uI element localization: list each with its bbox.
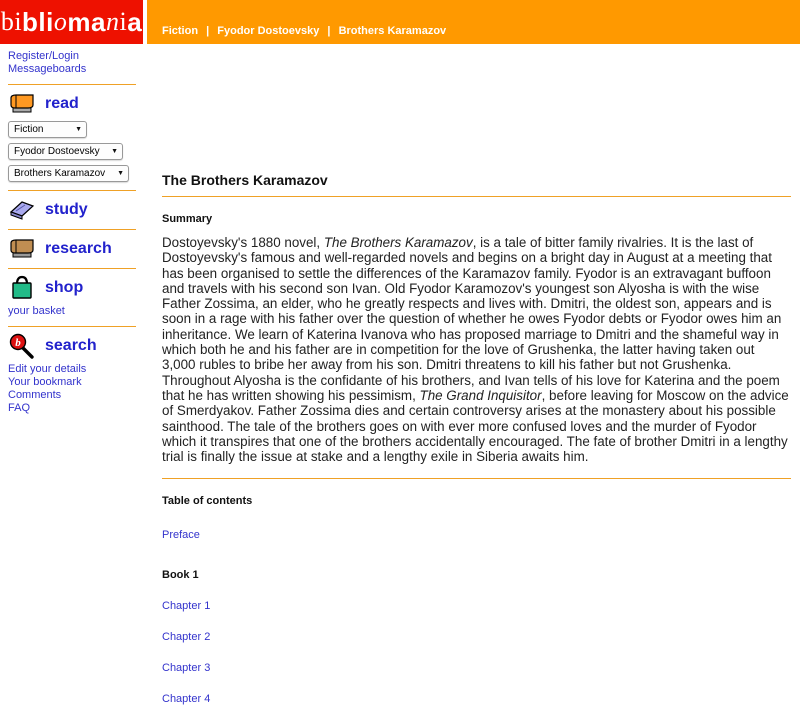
sidebar-section-shop[interactable] <box>8 277 162 299</box>
messageboards-link[interactable]: Messageboards <box>8 63 87 75</box>
main-content <box>162 44 791 705</box>
chapter-1-link[interactable]: Chapter 1 <box>162 600 211 613</box>
table-of-contents-heading: Table of contents <box>162 495 253 508</box>
search-label: search <box>45 337 97 354</box>
research-label: research <box>45 240 112 257</box>
summary-paragraph <box>162 235 791 464</box>
read-label: read <box>45 95 79 112</box>
account-links <box>8 363 162 415</box>
summary-segment-italic: The Grand Inquisitor <box>419 387 542 403</box>
study-label: study <box>45 201 88 218</box>
comments-link[interactable]: Comments <box>8 389 62 401</box>
sidebar-divider <box>8 84 136 85</box>
chapter-3-link[interactable]: Chapter 3 <box>162 662 211 675</box>
page-title: The Brothers Karamazov <box>162 172 328 188</box>
breadcrumb-separator: | <box>327 25 331 37</box>
title-dropdown-value: Brothers Karamazov <box>14 168 106 179</box>
your-basket-link[interactable]: your basket <box>8 305 65 317</box>
author-dropdown[interactable] <box>8 143 123 160</box>
logo-text-part: ma <box>67 7 106 37</box>
summary-segment: , before leaving for Moscow on the advice of Smerdyakov. Father Zossima dies and certain controversy arises at the monastery about his possible sainthood. The tale of the brothers goes on with ever more confused loves and the murder of Fyodor which it transpires that one of the brothers accidentally encouraged. The fate of brother Dmitri in a lengthy trial is finally the issue at stake and a lengthy exile in Siberia awaits him. <box>162 387 789 465</box>
content-divider <box>162 196 791 197</box>
shop-label: shop <box>45 279 84 296</box>
chevron-down-icon: ▼ <box>117 170 124 177</box>
breadcrumb-item-book[interactable]: Brothers Karamazov <box>338 25 447 37</box>
logo-text-part: bi <box>0 7 23 36</box>
chevron-down-icon: ▼ <box>75 126 82 133</box>
header <box>0 0 800 44</box>
summary-segment: Dostoyevsky's 1880 novel, <box>162 235 324 250</box>
edit-your-details-link[interactable]: Edit your details <box>8 363 87 375</box>
breadcrumb <box>162 25 446 37</box>
books-stack-icon <box>8 238 36 260</box>
summary-segment: , is a tale of bitter family rivalries. It is the last of Dostoyevsky's famous and well-regarded novels and begins on a bright day in August at a meeting that has been organised to settle the differences of the Karamazov family. Fyodor is an extravagant buffoon and travels with his second son Ivan. Old Fyodor Karamozov's youngest son Alyosha is with the wise Father Zossima, an elder, who he greatly respects and lives with. Dmitri, the oldest son, appears and is soon in a rage with his father over the question of whether he owes Fyodor debts or Fyodor owes him an inheritance. We learn of Katerina Ivanova who has proposed marriage to Dmitri and the shameful way in which both he and his father are in competition for the love of Grushenka, the latter having taken out 3,000 rubles to bribe her away from his son. Dmitri threatens to kill his father but not Grushenka. Throughout Alyosha is the confidante of his brothers, and Ivan tells of his love for Katerina and the poem that he has written showing his pessimism, <box>162 235 782 403</box>
sidebar-section-read[interactable] <box>8 93 162 115</box>
author-dropdown-value: Fyodor Dostoevsky <box>14 146 100 157</box>
chapter-2-link[interactable]: Chapter 2 <box>162 631 211 644</box>
sidebar-section-search[interactable] <box>8 335 162 357</box>
category-dropdown-value: Fiction <box>14 124 44 135</box>
content-divider <box>162 478 791 479</box>
sidebar-divider <box>8 229 136 230</box>
sidebar-divider <box>8 268 136 269</box>
sidebar <box>0 44 162 415</box>
sidebar-section-study[interactable] <box>8 199 162 221</box>
breadcrumb-item-author[interactable]: Fyodor Dostoevsky <box>217 25 320 37</box>
faq-link[interactable]: FAQ <box>8 402 31 414</box>
logo-text-part: i <box>119 7 128 36</box>
book-1-heading: Book 1 <box>162 569 199 582</box>
breadcrumb-bar <box>147 0 800 44</box>
logo-text-part: a <box>127 7 143 37</box>
register-login-link[interactable]: Register/Login <box>8 50 79 62</box>
your-bookmark-link[interactable]: Your bookmark <box>8 376 82 388</box>
logo-text-part: o <box>53 7 68 36</box>
breadcrumb-item-fiction[interactable]: Fiction <box>162 25 199 37</box>
summary-segment-italic: The Brothers Karamazov <box>323 235 473 250</box>
bibliomania-logo[interactable] <box>0 0 143 44</box>
title-dropdown[interactable] <box>8 165 129 182</box>
book-icon <box>8 93 36 115</box>
shopping-bag-icon <box>8 277 36 299</box>
logo-text-part: n <box>105 7 120 36</box>
svg-text:b: b <box>15 337 21 349</box>
sidebar-section-research[interactable] <box>8 238 162 260</box>
category-dropdown[interactable] <box>8 121 87 138</box>
breadcrumb-separator: | <box>206 25 210 37</box>
preface-link[interactable]: Preface <box>162 529 200 542</box>
logo-text-part: bli <box>22 7 54 37</box>
magnifier-icon <box>8 335 36 357</box>
sidebar-divider <box>8 190 136 191</box>
chevron-down-icon: ▼ <box>111 148 118 155</box>
open-book-icon <box>8 199 36 221</box>
chapter-4-link[interactable]: Chapter 4 <box>162 693 211 705</box>
summary-heading: Summary <box>162 213 213 225</box>
sidebar-divider <box>8 326 136 327</box>
